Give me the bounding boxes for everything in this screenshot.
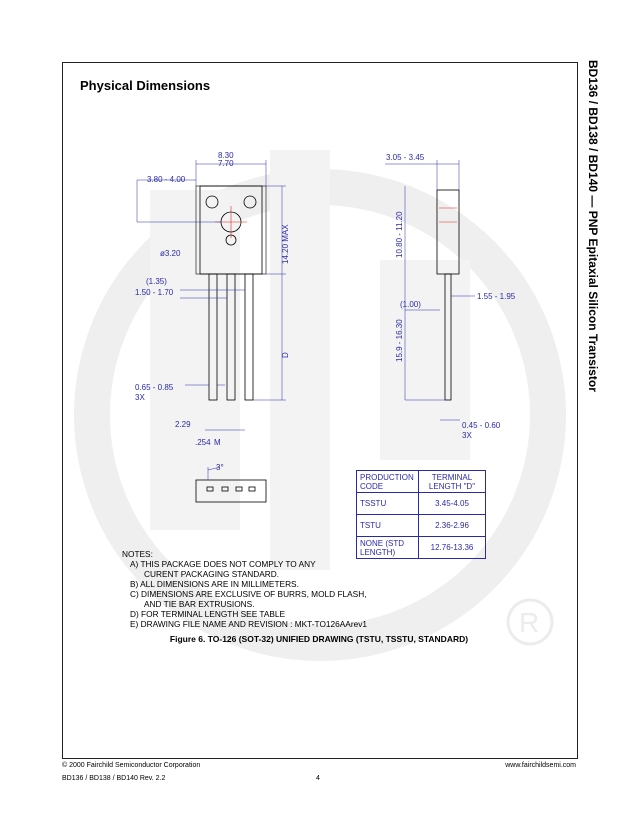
dim-lead-thickness: 1.55 - 1.95 (477, 292, 516, 301)
dim-lead-width: 0.45 - 0.60 (462, 421, 501, 430)
dim-hole-offset: 3.80 - 4.00 (147, 175, 186, 184)
lead-1 (209, 274, 217, 400)
dim-pin-width-qty: 3X (135, 393, 145, 402)
dim-tolerance: .254 (195, 438, 211, 447)
dim-pin-width: 0.65 - 0.85 (135, 383, 174, 392)
table-cell: 3.45-4.05 (419, 493, 486, 515)
dim-tab-ref: (1.00) (400, 300, 421, 309)
table-cell: 2.36-2.96 (419, 515, 486, 537)
lead-2 (227, 274, 235, 400)
mark-circle-left (206, 196, 218, 208)
svg-text:R: R (519, 607, 540, 638)
drawing-notes (122, 549, 367, 629)
table-cell: 12.76-13.36 (419, 537, 486, 559)
note-line: E) DRAWING FILE NAME AND REVISION : MKT-TO126AArev1 (130, 619, 367, 629)
table-cell: TSSTU (357, 493, 419, 515)
side-lead (445, 274, 451, 400)
table-header-cell: TERMINAL LENGTH "D" (419, 471, 486, 493)
side-title-text: BD136 / BD138 / BD140 — PNP Epitaxial Silicon Transistor (586, 60, 600, 392)
dim-terminal-d: D (281, 352, 290, 358)
table-header-cell: PRODUCTION CODE (357, 471, 419, 493)
package-bottom-view (196, 480, 266, 502)
dim-tolerance-mod: M (214, 438, 221, 447)
table-row (357, 493, 486, 515)
dim-thickness: 3.05 - 3.45 (386, 153, 425, 162)
note-line: D) FOR TERMINAL LENGTH SEE TABLE (130, 609, 286, 619)
dim-hole-diameter: ø3.20 (160, 249, 181, 258)
dim-side-height: 10.80 - 11.20 (395, 211, 404, 258)
dim-lead-width-qty: 3X (462, 431, 472, 440)
footer-page: 4 (316, 775, 320, 782)
mark-circle-right (244, 196, 256, 208)
package-body-side (437, 190, 459, 274)
note-line: NOTES: (122, 549, 153, 559)
footer-url: www.fairchildsemi.com (505, 762, 576, 769)
note-line: CURENT PACKAGING STANDARD. (144, 569, 280, 579)
table-row (357, 537, 486, 559)
page-title: Physical Dimensions (80, 78, 211, 93)
dim-body-width-min: 7.70 (218, 159, 234, 168)
dim-body-width-max: 8.30 (218, 151, 234, 160)
note-line: AND TIE BAR EXTRUSIONS. (144, 599, 255, 609)
figure-caption: Figure 6. TO-126 (SOT-32) UNIFIED DRAWING (TSTU, TSSTU, STANDARD) (169, 634, 469, 644)
dim-angle: 3° (216, 463, 224, 472)
note-line: B) ALL DIMENSIONS ARE IN MILLIMETERS. (130, 579, 299, 589)
dim-pin-spacing: 1.50 - 1.70 (135, 288, 174, 297)
footer-copyright: © 2000 Fairchild Semiconductor Corporation (62, 762, 201, 769)
note-line: A) THIS PACKAGE DOES NOT COMPLY TO ANY (130, 559, 316, 569)
table-row (357, 471, 486, 493)
dim-side-lead: 15.9 - 16.30 (395, 319, 404, 362)
dim-pitch: 2.29 (175, 420, 191, 429)
note-line: C) DIMENSIONS ARE EXCLUSIVE OF BURRS, MOLD FLASH, (130, 589, 367, 599)
dim-pin-spacing-ref: (1.35) (146, 277, 167, 286)
table-cell: TSTU (357, 515, 419, 537)
lead-3 (245, 274, 253, 400)
table-row (357, 515, 486, 537)
table-cell: NONE (STD LENGTH) (357, 537, 419, 559)
dim-height-max: 14.20 MAX (281, 224, 290, 264)
terminal-length-table (356, 470, 486, 559)
footer-doc: BD136 / BD138 / BD140 Rev. 2.2 (62, 775, 166, 782)
